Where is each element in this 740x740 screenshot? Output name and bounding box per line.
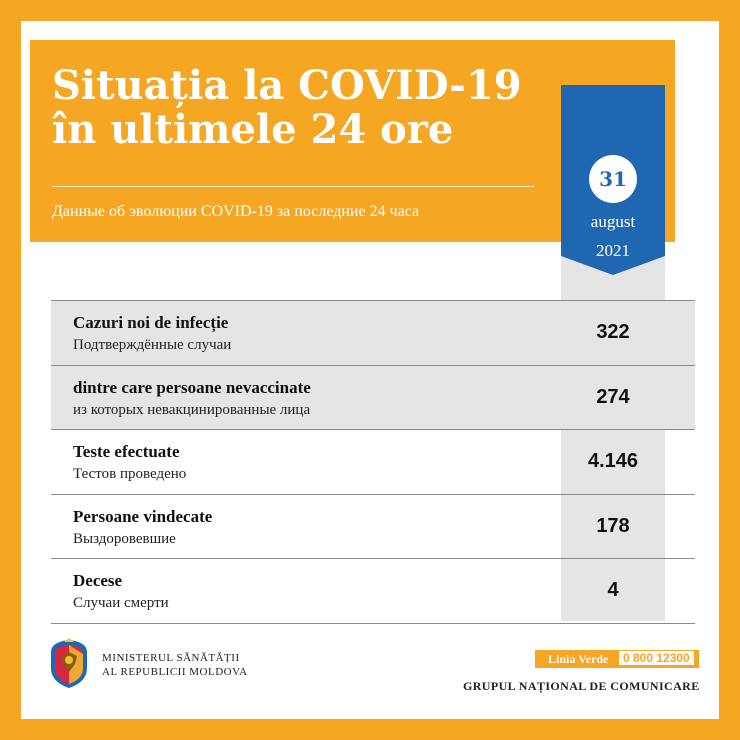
stat-row-tests xyxy=(51,430,695,494)
row-value: 274 xyxy=(596,386,630,408)
title-line-1: Situația la COVID-19 xyxy=(52,62,522,109)
moldova-coat-of-arms-icon xyxy=(47,638,91,690)
row-value: 178 xyxy=(596,515,630,537)
stat-row-recovered xyxy=(51,495,695,559)
row-divider xyxy=(51,429,695,430)
row-sublabel: из которых невакцинированные лица xyxy=(73,402,311,418)
row-label: Teste efectuate xyxy=(73,442,180,461)
ministry-name xyxy=(102,651,248,679)
date-year: 2021 xyxy=(596,241,630,260)
row-sublabel: Выздоровевшие xyxy=(73,531,176,547)
title-divider xyxy=(52,186,534,187)
row-value: 322 xyxy=(596,321,630,343)
hotline-badge xyxy=(535,650,699,668)
row-divider xyxy=(51,623,695,624)
row-value: 4.146 xyxy=(587,450,639,472)
date-day-badge: 31 xyxy=(589,155,637,203)
date-month: august xyxy=(590,212,636,231)
row-label: Persoane vindecate xyxy=(73,507,213,526)
row-divider xyxy=(51,558,695,559)
stat-row-new-cases xyxy=(51,301,695,365)
row-divider xyxy=(51,300,695,301)
row-label: Cazuri noi de infecție xyxy=(73,313,229,332)
row-divider xyxy=(51,494,695,495)
hotline-label: Linia Verde xyxy=(548,652,609,666)
row-label: dintre care persoane nevaccinate xyxy=(73,378,311,397)
subtitle: Данные об эволюции COVID-19 за последние 24 часа xyxy=(52,203,420,220)
row-value: 4 xyxy=(607,579,619,601)
communication-group-name: GRUPUL NAȚIONAL DE COMUNICARE xyxy=(463,679,700,693)
title-line-2: în ultimele 24 ore xyxy=(52,106,454,153)
stat-row-deaths xyxy=(51,559,695,623)
row-sublabel: Подтверждённые случаи xyxy=(73,337,232,353)
ministry-line-1: MINISTERUL SĂNĂTĂȚII xyxy=(102,652,240,664)
page-title xyxy=(52,64,522,152)
stat-row-unvaccinated xyxy=(51,366,695,430)
row-sublabel: Тестов проведено xyxy=(73,466,187,482)
row-sublabel: Случаи смерти xyxy=(73,595,169,611)
row-divider xyxy=(51,365,695,366)
row-label: Decese xyxy=(73,571,123,590)
hotline-number: 0 800 12300 xyxy=(619,651,694,665)
ministry-line-2: AL REPUBLICII MOLDOVA xyxy=(102,666,248,678)
